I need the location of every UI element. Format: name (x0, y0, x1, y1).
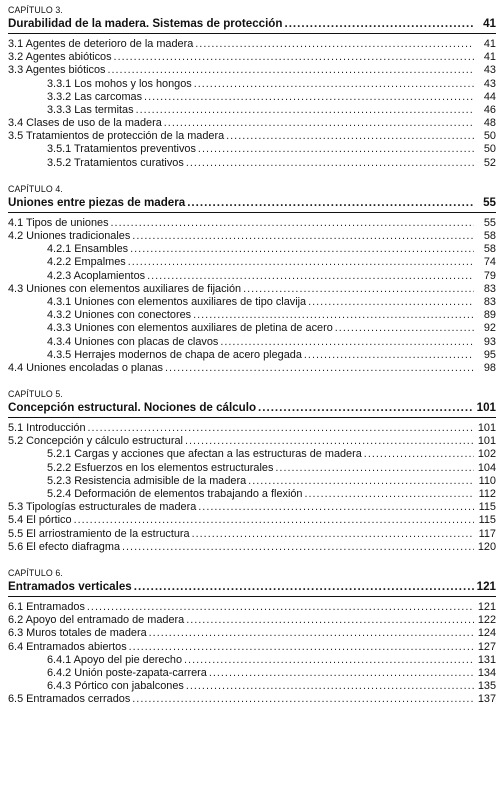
section-gap (8, 375, 496, 384)
dot-leader (134, 579, 474, 594)
chapter-rule (8, 417, 496, 418)
toc-entry-page-number: 89 (483, 309, 496, 322)
toc-entry-title: 5.2.3 Resistencia admisible de la madera (47, 474, 247, 487)
toc-entry-page-number: 117 (478, 527, 496, 540)
toc-entry (8, 601, 496, 614)
chapter-section (8, 170, 496, 375)
toc-entry-page-number: 131 (477, 653, 496, 666)
dot-leader (192, 528, 474, 541)
dot-leader (128, 256, 474, 269)
toc-entry (8, 362, 496, 375)
toc-entry-title: 3.4 Clases de uso de la madera (8, 117, 162, 130)
dot-leader (111, 217, 474, 230)
dot-leader (87, 601, 474, 614)
toc-entry (8, 654, 496, 667)
dot-leader (220, 336, 474, 349)
toc-entry-title: 5.5 El arriostramiento de la estructura (8, 527, 190, 540)
chapter-title: Durabilidad de la madera. Sistemas de protección (8, 17, 283, 30)
toc-entry (8, 230, 496, 243)
toc-entry-title: 6.5 Entramados cerrados (8, 693, 131, 706)
toc-entry (8, 243, 496, 256)
toc-entry (8, 309, 496, 322)
dot-leader (114, 51, 474, 64)
chapter-page-number: 121 (476, 580, 496, 593)
dot-leader (88, 422, 475, 435)
toc-entry-page-number: 135 (477, 680, 496, 693)
dot-leader (187, 195, 474, 210)
chapter-rule (8, 596, 496, 597)
toc-entry-title: 4.2 Uniones tradicionales (8, 230, 131, 243)
toc-entry (8, 91, 496, 104)
toc-entry (8, 680, 496, 693)
toc-entry-page-number: 48 (483, 117, 496, 130)
toc-entry (8, 462, 496, 475)
dot-leader (248, 475, 474, 488)
toc-entry (8, 349, 496, 362)
toc-entry-title: 6.4.2 Unión poste-zapata-carrera (47, 666, 207, 679)
toc-entry (8, 157, 496, 170)
dot-leader (194, 78, 474, 91)
toc-entry (8, 38, 496, 51)
dot-leader (136, 104, 474, 117)
toc-entry-title: 3.3.1 Los mohos y los hongos (47, 77, 192, 90)
section-gap (8, 554, 496, 563)
chapter-label: CAPÍTULO 4. (8, 183, 63, 194)
toc-entry-title: 6.1 Entramados (8, 600, 85, 613)
dot-leader (184, 654, 474, 667)
chapter-page-number: 41 (483, 17, 496, 30)
chapter-rule (8, 33, 496, 34)
toc-entry (8, 693, 496, 706)
toc-entry-title: 3.5 Tratamientos de protección de la madera (8, 130, 225, 143)
chapter-title: Uniones entre piezas de madera (8, 195, 186, 209)
toc-entry-title: 4.2.3 Acoplamientos (47, 269, 146, 282)
toc-entry (8, 627, 496, 640)
toc-entry-page-number: 58 (483, 230, 496, 243)
toc-entry-page-number: 137 (477, 693, 496, 706)
toc-entry-page-number: 95 (483, 348, 496, 361)
toc-entry-title: 3.2 Agentes abióticos (8, 51, 112, 64)
toc-entry-page-number: 83 (483, 282, 496, 295)
toc-entry (8, 256, 496, 269)
dot-leader (165, 362, 474, 375)
toc-entry-page-number: 102 (477, 448, 496, 461)
toc-entry-page-number: 44 (483, 90, 496, 103)
toc-entry-page-number: 120 (477, 540, 496, 553)
dot-leader (129, 641, 474, 654)
toc-entry-page-number: 134 (477, 666, 496, 679)
toc-entry-page-number: 50 (483, 143, 496, 156)
dot-leader (186, 157, 474, 170)
dot-leader (149, 627, 474, 640)
dot-leader (193, 309, 474, 322)
toc-entry-title: 4.3.3 Uniones con elementos auxiliares de pletina de acero (47, 322, 333, 335)
toc-entry-title: 5.6 El efecto diafragma (8, 540, 120, 553)
dot-leader (186, 680, 474, 693)
chapter-title-row (8, 579, 496, 594)
chapter-page-number: 55 (483, 195, 496, 209)
toc-entry-title: 4.2.1 Ensambles (47, 243, 129, 256)
toc-entry-title: 4.3.2 Uniones con conectores (47, 309, 192, 322)
toc-entry-page-number: 115 (478, 501, 496, 514)
toc-entry (8, 488, 496, 501)
toc-entry (8, 514, 496, 527)
toc-entry-page-number: 101 (477, 422, 496, 435)
dot-leader (186, 614, 474, 627)
toc-entry-title: 6.4.3 Pórtico con jabalcones (47, 680, 184, 693)
toc-entry-page-number: 121 (477, 600, 496, 613)
toc-entry-page-number: 110 (478, 474, 496, 487)
toc-entry (8, 283, 496, 296)
toc-entry-title: 4.4 Uniones encoladas o planas (8, 361, 164, 374)
toc-entry (8, 64, 496, 77)
toc-entry-page-number: 93 (483, 335, 496, 348)
toc-entry-title: 5.1 Introducción (8, 422, 86, 435)
chapter-rule (8, 212, 496, 213)
toc-entry (8, 270, 496, 283)
toc-entry (8, 51, 496, 64)
dot-leader (195, 38, 474, 51)
toc-entry-title: 4.3 Uniones con elementos auxiliares de fijación (8, 282, 242, 295)
toc-entry-title: 6.4.1 Apoyo del pie derecho (47, 653, 183, 666)
toc-entry (8, 422, 496, 435)
dot-leader (226, 130, 474, 143)
toc-entry-page-number: 79 (483, 269, 496, 282)
chapter-label: CAPÍTULO 6. (8, 568, 63, 578)
toc-entry-title: 4.3.4 Uniones con placas de clavos (47, 335, 219, 348)
toc-entry (8, 336, 496, 349)
toc-entry-title: 6.3 Muros totales de madera (8, 627, 147, 640)
dot-leader (275, 462, 474, 475)
toc-entry-title: 5.4 El pórtico (8, 514, 72, 527)
dot-leader (198, 501, 474, 514)
section-gap (8, 170, 496, 179)
chapter-title-row (8, 195, 496, 210)
toc-entry-page-number: 41 (483, 51, 496, 64)
dot-leader (122, 541, 474, 554)
toc-entry (8, 117, 496, 130)
toc-entry-page-number: 43 (483, 77, 496, 90)
toc-entry (8, 104, 496, 117)
table-of-contents (8, 0, 496, 707)
toc-entry-page-number: 98 (483, 361, 496, 374)
toc-entry-page-number: 112 (478, 488, 496, 501)
toc-entry (8, 435, 496, 448)
dot-leader (144, 91, 474, 104)
toc-entry-title: 4.3.1 Uniones con elementos auxiliares de tipo clavija (47, 295, 307, 308)
toc-entry (8, 528, 496, 541)
toc-entry-page-number: 41 (483, 37, 496, 50)
toc-entry-title: 3.3.2 Las carcomas (47, 90, 143, 103)
toc-entry (8, 541, 496, 554)
toc-entry-title: 5.2.1 Cargas y acciones que afectan a las estructuras de madera (47, 448, 362, 461)
toc-entry-page-number: 104 (477, 461, 496, 474)
toc-entry (8, 130, 496, 143)
toc-entry-page-number: 55 (483, 216, 496, 229)
toc-entry-page-number: 92 (483, 322, 496, 335)
dot-leader (335, 322, 474, 335)
toc-entry-page-number: 50 (483, 130, 496, 143)
toc-entry-title: 3.3.3 Las termitas (47, 103, 134, 116)
dot-leader (198, 143, 474, 156)
chapter-label: CAPÍTULO 3. (8, 5, 63, 15)
dot-leader (132, 693, 474, 706)
toc-entry-title: 5.2.2 Esfuerzos en los elementos estructurales (47, 461, 274, 474)
toc-entry (8, 475, 496, 488)
dot-leader (164, 117, 474, 130)
chapter-title-row (8, 400, 496, 415)
toc-entry-title: 5.2.4 Deformación de elementos trabajando a flexión (47, 488, 303, 501)
dot-leader (74, 514, 474, 527)
dot-leader (147, 270, 474, 283)
toc-entry-page-number: 127 (477, 640, 496, 653)
dot-leader (364, 448, 474, 461)
toc-entry-title: 5.3 Tipologías estructurales de madera (8, 501, 197, 514)
toc-entry (8, 667, 496, 680)
chapter-title-row (8, 16, 496, 31)
toc-entry-title: 4.3.5 Herrajes modernos de chapa de acero plegada (47, 348, 302, 361)
chapter-section (8, 5, 496, 170)
toc-entry (8, 614, 496, 627)
dot-leader (304, 349, 474, 362)
dot-leader (185, 435, 474, 448)
toc-entry (8, 322, 496, 335)
dot-leader (209, 667, 474, 680)
toc-entry-title: 5.2 Concepción y cálculo estructural (8, 435, 183, 448)
toc-entry-page-number: 115 (478, 514, 496, 527)
chapter-section (8, 554, 496, 707)
dot-leader (308, 296, 474, 309)
chapter-title: Concepción estructural. Nociones de cálculo (8, 401, 257, 415)
dot-leader (130, 243, 474, 256)
toc-entry (8, 641, 496, 654)
toc-entry-title: 3.3 Agentes bióticos (8, 64, 106, 77)
dot-leader (243, 283, 474, 296)
toc-entry-page-number: 74 (483, 256, 496, 269)
toc-entry-title: 4.2.2 Empalmes (47, 256, 126, 269)
toc-entry (8, 144, 496, 157)
toc-entry-page-number: 43 (483, 64, 496, 77)
dot-leader (107, 64, 474, 77)
toc-entry (8, 296, 496, 309)
dot-leader (304, 488, 474, 501)
toc-entry (8, 217, 496, 230)
toc-entry-page-number: 52 (483, 156, 496, 169)
toc-entry (8, 78, 496, 91)
toc-entry-page-number: 124 (477, 627, 496, 640)
dot-leader (284, 16, 474, 31)
chapter-page-number: 101 (476, 401, 496, 415)
toc-entry-title: 3.5.2 Tratamientos curativos (47, 156, 184, 169)
toc-entry-page-number: 46 (483, 103, 496, 116)
toc-entry-page-number: 58 (483, 243, 496, 256)
toc-entry (8, 501, 496, 514)
toc-entry-page-number: 101 (477, 435, 496, 448)
toc-entry-title: 3.1 Agentes de deterioro de la madera (8, 37, 194, 50)
toc-entry-title: 4.1 Tipos de uniones (8, 216, 109, 229)
toc-entry (8, 449, 496, 462)
chapter-title: Entramados verticales (8, 580, 132, 593)
dot-leader (132, 230, 474, 243)
chapter-section (8, 375, 496, 554)
toc-entry-title: 6.2 Apoyo del entramado de madera (8, 614, 185, 627)
toc-entry-page-number: 122 (477, 614, 496, 627)
chapter-label: CAPÍTULO 5. (8, 389, 63, 400)
toc-entry-title: 6.4 Entramados abiertos (8, 640, 127, 653)
toc-entry-title: 3.5.1 Tratamientos preventivos (47, 143, 196, 156)
toc-entry-page-number: 83 (483, 295, 496, 308)
dot-leader (258, 400, 474, 415)
